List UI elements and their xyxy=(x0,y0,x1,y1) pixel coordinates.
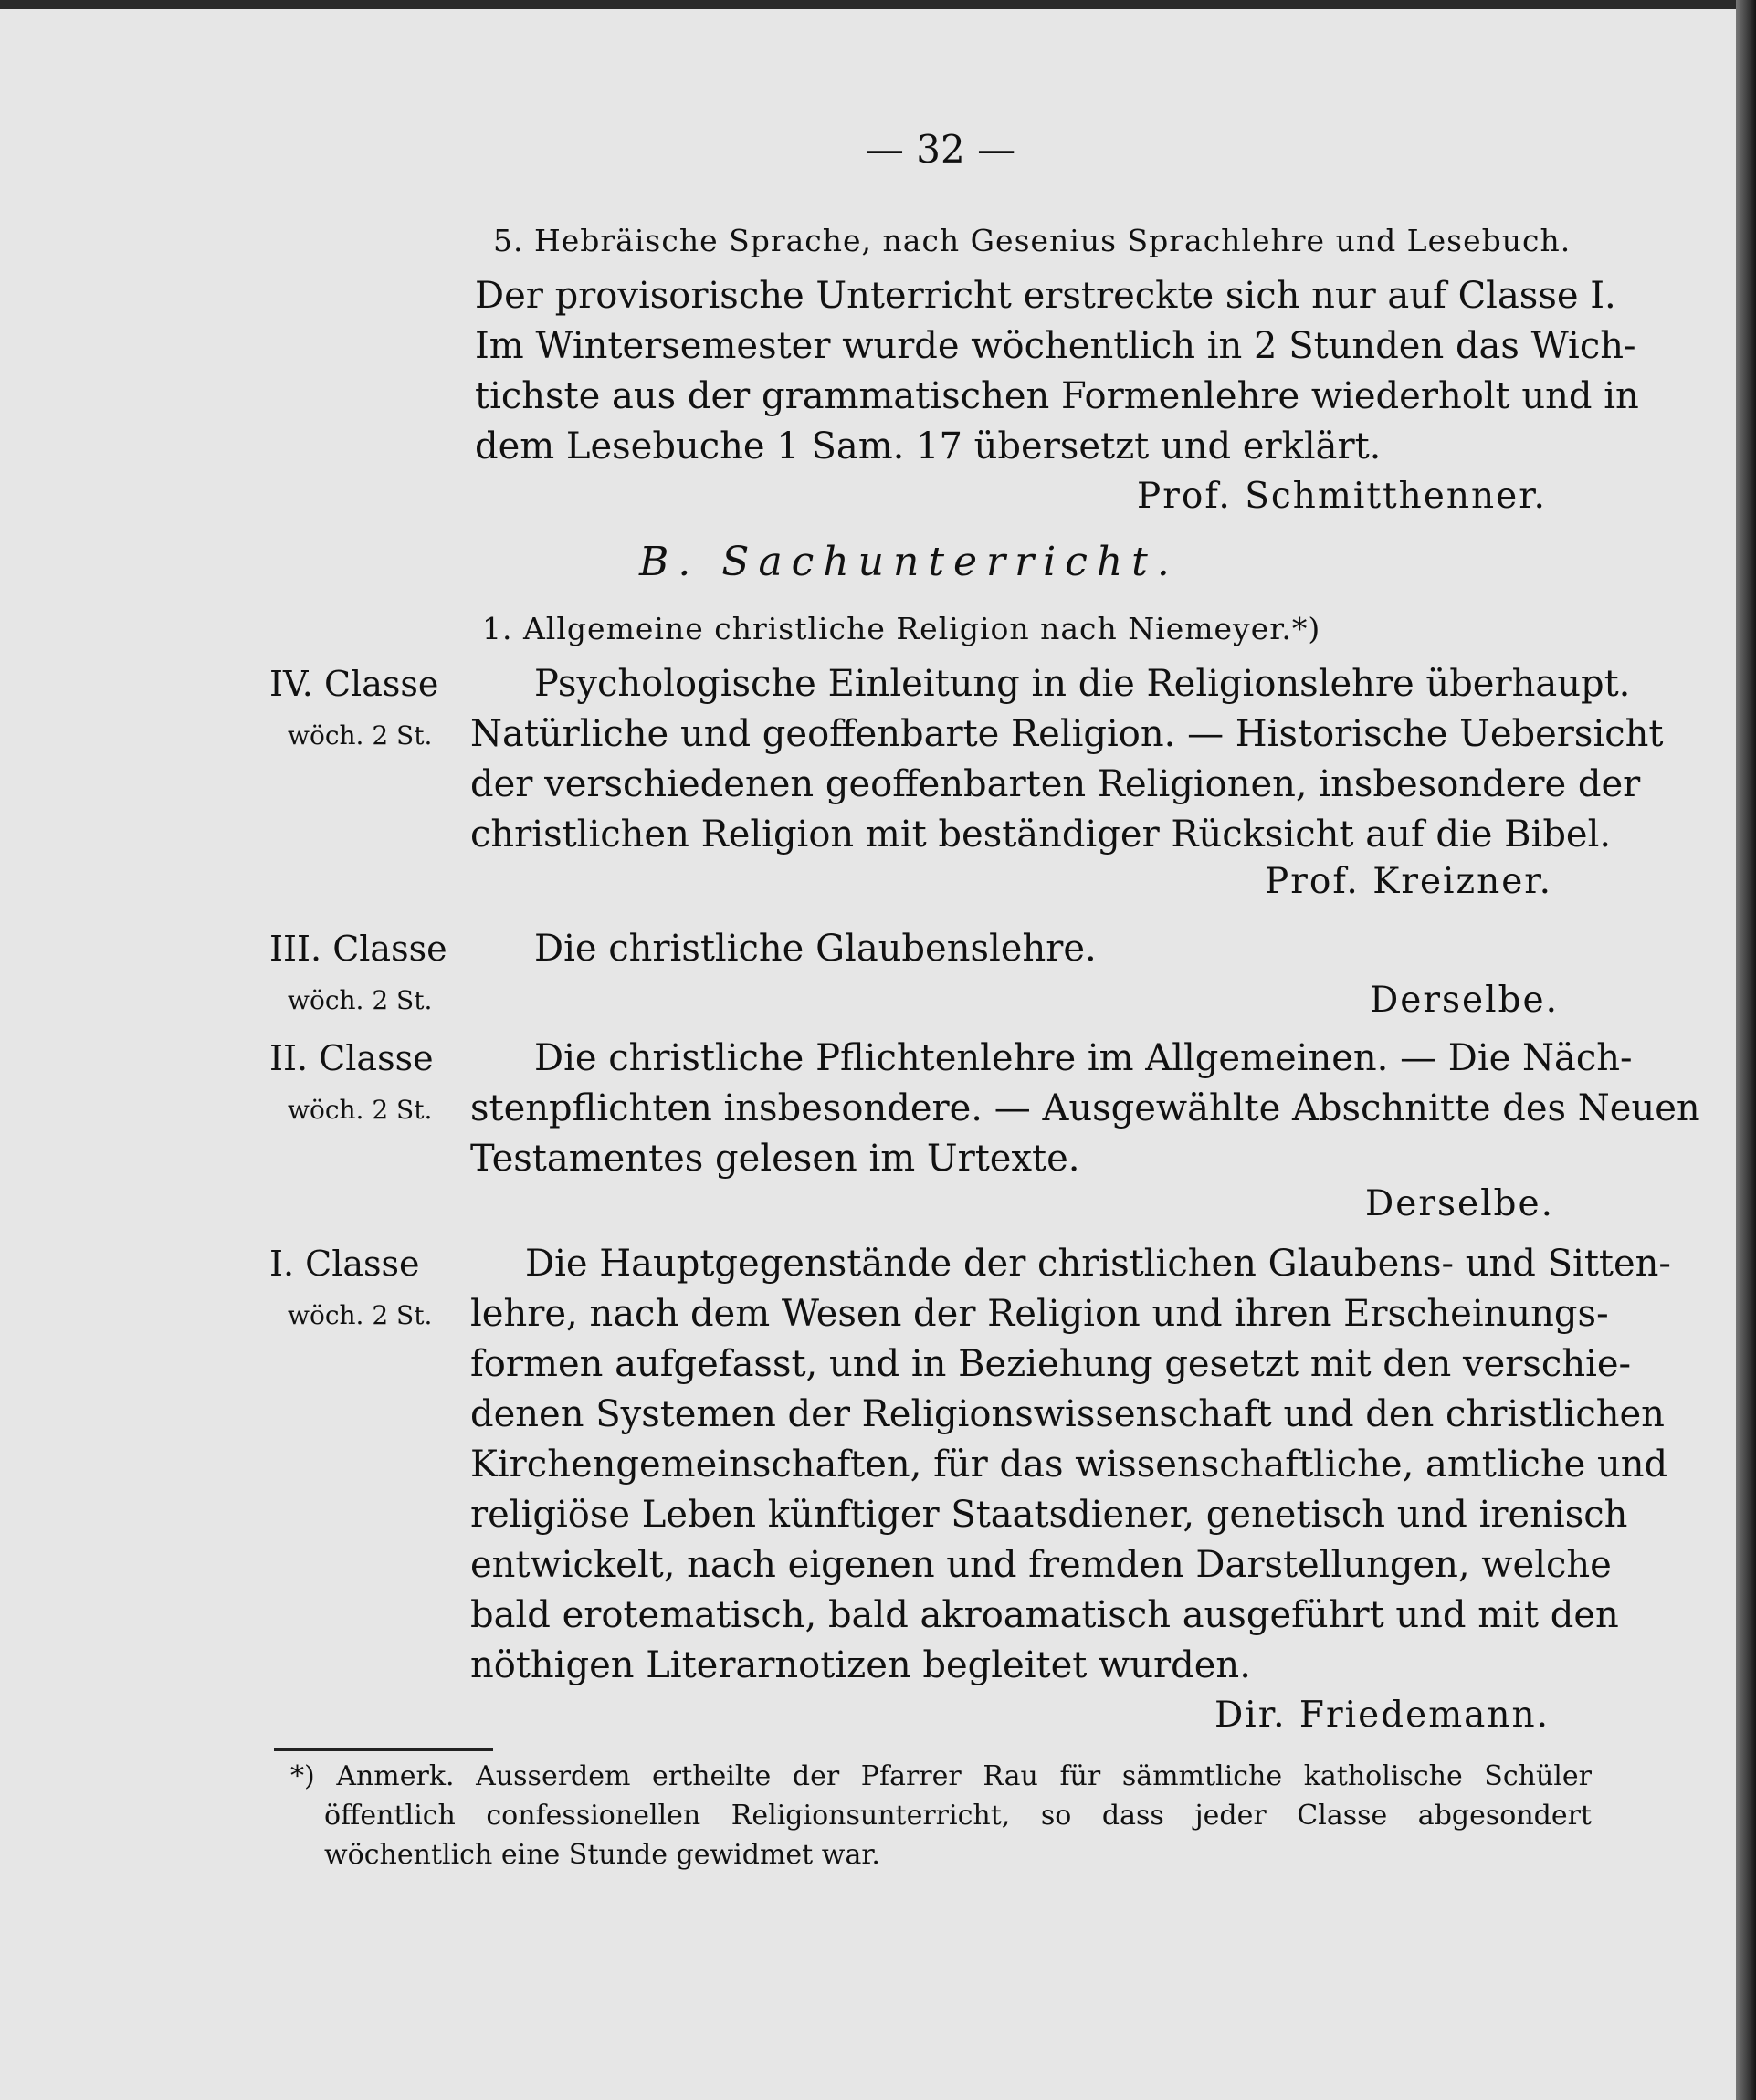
class-text-line: stenpflichten insbesondere. — Ausgewählte Abschnitte des Neuen xyxy=(470,1087,1700,1129)
class-label: IV. Classe xyxy=(269,664,439,704)
hours-label: wöch. 2 St. xyxy=(288,720,433,751)
footnote-line: öffentlich confessionellen Religionsunterricht, so dass jeder Classe abgesondert xyxy=(324,1800,1592,1832)
class-text-line: bald erotematisch, bald akroamatisch ausgeführt und mit den xyxy=(470,1594,1619,1636)
signature-friedemann: Dir. Friedemann. xyxy=(1214,1695,1551,1736)
page-right-edge xyxy=(1736,0,1756,2100)
signature-kreizner: Prof. Kreizner. xyxy=(1265,861,1553,902)
class-text-line: christlichen Religion mit beständiger Rücksicht auf die Bibel. xyxy=(470,814,1612,856)
class-text-line: Psychologische Einleitung in die Religionslehre überhaupt. xyxy=(534,663,1631,705)
class-label: III. Classe xyxy=(269,929,447,969)
class-text-line: lehre, nach dem Wesen der Religion und ihren Erscheinungs- xyxy=(470,1293,1609,1335)
page-top-edge xyxy=(0,0,1756,9)
page-number: — 32 — xyxy=(865,127,1016,172)
footnote-rule xyxy=(274,1748,493,1751)
class-label: I. Classe xyxy=(269,1244,420,1284)
hours-label: wöch. 2 St. xyxy=(288,985,433,1015)
class-text-line: religiöse Leben künftiger Staatsdiener, genetisch und irenisch xyxy=(470,1494,1628,1536)
class-text-line: Testamentes gelesen im Urtexte. xyxy=(470,1138,1080,1180)
class-text-line: Natürliche und geoffenbarte Religion. — Historische Uebersicht xyxy=(470,713,1664,755)
subheading-religion: 1. Allgemeine christliche Religion nach Niemeyer.*) xyxy=(482,611,1321,646)
hours-label: wöch. 2 St. xyxy=(288,1300,433,1330)
hours-label: wöch. 2 St. xyxy=(288,1095,433,1125)
section-title-hebrew: 5. Hebräische Sprache, nach Gesenius Sprachlehre und Lesebuch. xyxy=(493,223,1572,258)
class-text-line: denen Systemen der Religionswissenschaft und den christlichen xyxy=(470,1393,1665,1435)
signature-derselbe: Derselbe. xyxy=(1365,1183,1555,1224)
class-text-line: Die christliche Glaubenslehre. xyxy=(534,928,1097,970)
paragraph-line: tichste aus der grammatischen Formenlehre wiederholt und in xyxy=(475,375,1639,417)
class-text-line: der verschiedenen geoffenbarten Religionen, insbesondere der xyxy=(470,763,1641,805)
class-text-line: Kirchengemeinschaften, für das wissenschaftliche, amtliche und xyxy=(470,1444,1668,1486)
class-text-line: nöthigen Literarnotizen begleitet wurden. xyxy=(470,1644,1251,1686)
class-label: II. Classe xyxy=(269,1038,434,1078)
class-text-line: entwickelt, nach eigenen und fremden Darstellungen, welche xyxy=(470,1544,1612,1586)
footnote-line: *) Anmerk. Ausserdem ertheilte der Pfarrer Rau für sämmtliche katholische Schüler xyxy=(290,1760,1592,1792)
footnote-line: wöchentlich eine Stunde gewidmet war. xyxy=(324,1839,880,1871)
heading-sachunterricht: B. Sachunterricht. xyxy=(639,539,1179,585)
paragraph-line: dem Lesebuche 1 Sam. 17 übersetzt und erklärt. xyxy=(475,425,1382,467)
paragraph-line: Im Wintersemester wurde wöchentlich in 2 Stunden das Wich- xyxy=(475,325,1636,367)
signature-schmitthenner: Prof. Schmitthenner. xyxy=(1137,476,1547,517)
paragraph-line: Der provisorische Unterricht erstreckte sich nur auf Classe I. xyxy=(475,275,1616,317)
class-text-line: Die Hauptgegenstände der christlichen Glaubens- und Sitten- xyxy=(525,1243,1671,1285)
signature-derselbe: Derselbe. xyxy=(1370,980,1560,1021)
class-text-line: formen aufgefasst, und in Beziehung gesetzt mit den verschie- xyxy=(470,1343,1632,1385)
class-text-line: Die christliche Pflichtenlehre im Allgemeinen. — Die Näch- xyxy=(534,1037,1633,1079)
